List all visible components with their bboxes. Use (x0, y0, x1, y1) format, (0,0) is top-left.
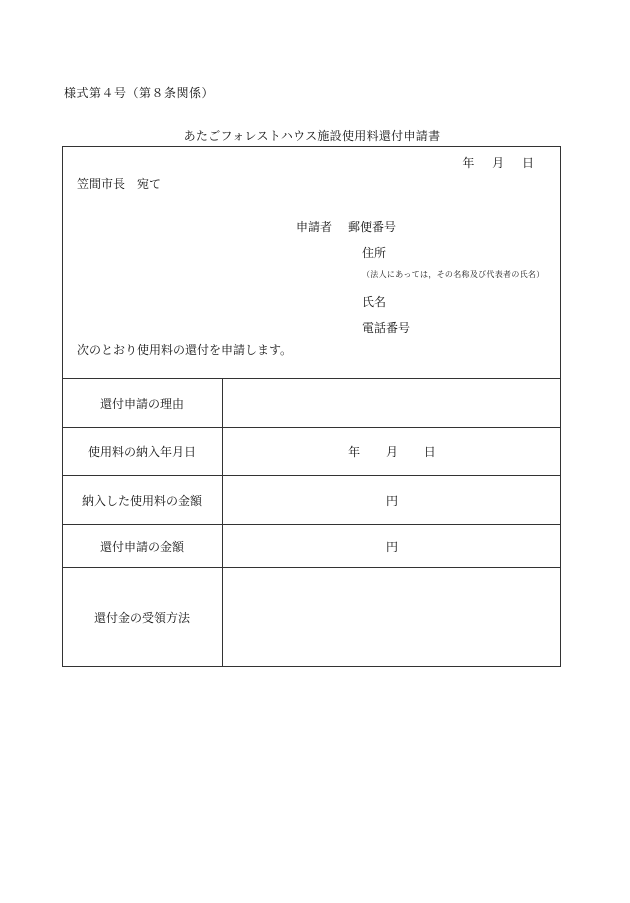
request-statement: 次のとおり使用料の還付を申請します。 (77, 343, 293, 357)
refund-amount-label: 還付申請の金額 (62, 525, 223, 568)
refund-reason-label: 還付申請の理由 (62, 379, 223, 428)
form-number: 様式第４号（第８条関係） (64, 86, 215, 100)
table-row-payment-date (62, 428, 561, 476)
applicant-label: 申請者 (296, 220, 333, 234)
corporation-note: （法人にあっては，その名称及び代表者の氏名） (362, 270, 545, 279)
addressee: 笠間市長 宛て (77, 177, 162, 191)
paid-amount-label: 納入した使用料の金額 (62, 476, 223, 525)
receipt-method-value[interactable] (223, 568, 562, 667)
receipt-method-label: 還付金の受領方法 (62, 568, 223, 667)
paid-amount-value[interactable]: 円 (223, 476, 562, 525)
address-label: 住所 (362, 246, 387, 260)
postal-code-label: 郵便番号 (348, 220, 397, 234)
name-label: 氏名 (362, 295, 387, 309)
table-row-paid-amount (62, 476, 561, 525)
application-form (62, 146, 561, 667)
refund-details-table (62, 378, 561, 667)
phone-label: 電話番号 (362, 321, 411, 335)
table-row-refund-amount (62, 525, 561, 568)
date-line: 年 月 日 (462, 156, 534, 170)
document-title: あたごフォレストハウス施設使用料還付申請書 (183, 129, 441, 143)
payment-date-label: 使用料の納入年月日 (62, 428, 223, 476)
table-row-refund-reason (62, 379, 561, 428)
refund-reason-value[interactable] (223, 379, 562, 428)
table-row-receipt-method (62, 568, 561, 667)
refund-amount-value[interactable]: 円 (223, 525, 562, 568)
payment-date-value[interactable]: 年 月 日 (223, 428, 562, 476)
